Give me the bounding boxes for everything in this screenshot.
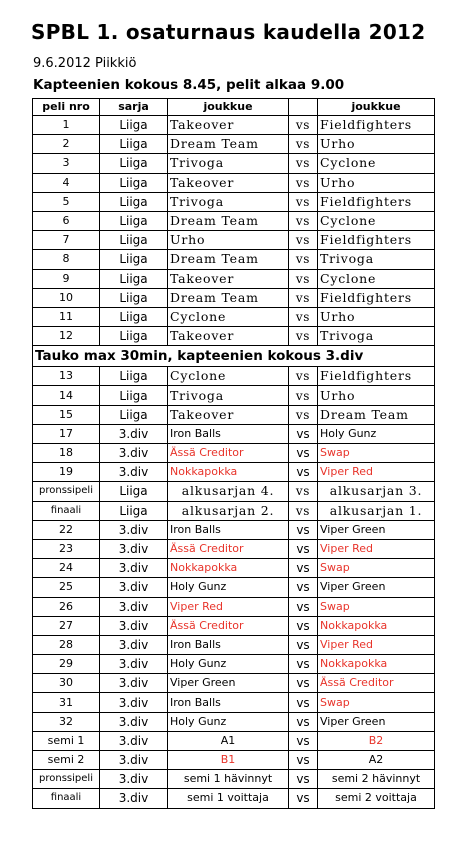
- cell-vs: vs: [289, 501, 318, 520]
- cell-game-no: pronssipeli: [33, 770, 100, 789]
- cell-team1: Iron Balls: [168, 520, 289, 539]
- cell-game-no: 7: [33, 231, 100, 250]
- cell-team2: Swap: [318, 597, 435, 616]
- cell-team2: Viper Green: [318, 712, 435, 731]
- cell-team1: Takeover: [168, 269, 289, 288]
- cell-series: Liiga: [100, 405, 168, 424]
- cell-series: 3.div: [100, 770, 168, 789]
- table-row: [33, 327, 435, 346]
- cell-team2: Viper Red: [318, 463, 435, 482]
- cell-team2: Viper Red: [318, 635, 435, 654]
- cell-vs: vs: [289, 578, 318, 597]
- cell-team2: Fieldfighters: [318, 367, 435, 386]
- cell-team1: Nokkapokka: [168, 463, 289, 482]
- cell-vs: vs: [289, 789, 318, 808]
- cell-team2: semi 2 voittaja: [318, 789, 435, 808]
- cell-game-no: 8: [33, 250, 100, 269]
- cell-team1: A1: [168, 731, 289, 750]
- cell-series: Liiga: [100, 327, 168, 346]
- table-row: [33, 173, 435, 192]
- cell-team2: Urho: [318, 173, 435, 192]
- col-header-team2: joukkue: [318, 99, 435, 116]
- cell-team2: Swap: [318, 693, 435, 712]
- table-header-row: [33, 99, 435, 116]
- cell-team2: Holy Gunz: [318, 424, 435, 443]
- table-row: [33, 578, 435, 597]
- table-row: [33, 597, 435, 616]
- cell-vs: vs: [289, 288, 318, 307]
- cell-vs: vs: [289, 192, 318, 211]
- cell-team1: semi 1 voittaja: [168, 789, 289, 808]
- table-row: [33, 116, 435, 135]
- cell-series: Liiga: [100, 367, 168, 386]
- table-row: [33, 154, 435, 173]
- cell-game-no: 27: [33, 616, 100, 635]
- table-row: [33, 770, 435, 789]
- cell-team1: B1: [168, 751, 289, 770]
- cell-team2: Cyclone: [318, 269, 435, 288]
- cell-series: 3.div: [100, 693, 168, 712]
- cell-vs: vs: [289, 211, 318, 230]
- table-row: [33, 231, 435, 250]
- cell-team2: Nokkapokka: [318, 616, 435, 635]
- cell-team2: alkusarjan 3.: [318, 482, 435, 501]
- cell-series: 3.div: [100, 731, 168, 750]
- table-row: [33, 386, 435, 405]
- cell-series: Liiga: [100, 250, 168, 269]
- cell-game-no: 10: [33, 288, 100, 307]
- table-row: [33, 751, 435, 770]
- cell-vs: vs: [289, 173, 318, 192]
- cell-game-no: 17: [33, 424, 100, 443]
- cell-vs: vs: [289, 444, 318, 463]
- cell-team2: Fieldfighters: [318, 231, 435, 250]
- cell-team2: Nokkapokka: [318, 655, 435, 674]
- cell-team1: Holy Gunz: [168, 712, 289, 731]
- cell-vs: vs: [289, 405, 318, 424]
- cell-game-no: 15: [33, 405, 100, 424]
- cell-team1: Iron Balls: [168, 635, 289, 654]
- table-row: [33, 655, 435, 674]
- cell-vs: vs: [289, 712, 318, 731]
- cell-series: Liiga: [100, 231, 168, 250]
- table-row: [33, 269, 435, 288]
- cell-team1: alkusarjan 2.: [168, 501, 289, 520]
- table-row: [33, 539, 435, 558]
- cell-series: Liiga: [100, 482, 168, 501]
- cell-series: Liiga: [100, 288, 168, 307]
- cell-series: Liiga: [100, 135, 168, 154]
- cell-game-no: 29: [33, 655, 100, 674]
- cell-vs: vs: [289, 731, 318, 750]
- cell-game-no: 22: [33, 520, 100, 539]
- table-row: [33, 559, 435, 578]
- table-row: [33, 712, 435, 731]
- cell-vs: vs: [289, 154, 318, 173]
- cell-series: Liiga: [100, 116, 168, 135]
- cell-team1: Holy Gunz: [168, 655, 289, 674]
- cell-team1: Viper Green: [168, 674, 289, 693]
- cell-team1: Trivoga: [168, 154, 289, 173]
- cell-team2: Ässä Creditor: [318, 674, 435, 693]
- cell-game-no: 11: [33, 307, 100, 326]
- col-header-game-no: peli nro: [33, 99, 100, 116]
- cell-team1: Dream Team: [168, 288, 289, 307]
- table-row: [33, 693, 435, 712]
- cell-vs: vs: [289, 770, 318, 789]
- cell-vs: vs: [289, 116, 318, 135]
- cell-vs: vs: [289, 559, 318, 578]
- cell-game-no: semi 1: [33, 731, 100, 750]
- cell-series: Liiga: [100, 269, 168, 288]
- cell-series: 3.div: [100, 674, 168, 693]
- cell-series: Liiga: [100, 173, 168, 192]
- table-row: [33, 288, 435, 307]
- cell-vs: vs: [289, 327, 318, 346]
- cell-vs: vs: [289, 463, 318, 482]
- cell-team2: Cyclone: [318, 154, 435, 173]
- table-row: [33, 501, 435, 520]
- cell-series: 3.div: [100, 616, 168, 635]
- cell-team1: Ässä Creditor: [168, 539, 289, 558]
- cell-team1: Dream Team: [168, 250, 289, 269]
- cell-game-no: 25: [33, 578, 100, 597]
- cell-game-no: 3: [33, 154, 100, 173]
- cell-team1: Nokkapokka: [168, 559, 289, 578]
- cell-series: 3.div: [100, 751, 168, 770]
- cell-game-no: 4: [33, 173, 100, 192]
- cell-team2: alkusarjan 1.: [318, 501, 435, 520]
- table-row: [33, 307, 435, 326]
- schedule-table: [32, 98, 435, 809]
- table-row: [33, 482, 435, 501]
- cell-vs: vs: [289, 751, 318, 770]
- cell-team2: Urho: [318, 307, 435, 326]
- cell-vs: vs: [289, 269, 318, 288]
- table-row: [33, 520, 435, 539]
- cell-vs: vs: [289, 367, 318, 386]
- cell-team1: Trivoga: [168, 192, 289, 211]
- break-note: Tauko max 30min, kapteenien kokous 3.div: [33, 346, 435, 367]
- cell-team2: Swap: [318, 559, 435, 578]
- cell-game-no: 5: [33, 192, 100, 211]
- cell-series: 3.div: [100, 712, 168, 731]
- cell-game-no: 30: [33, 674, 100, 693]
- cell-vs: vs: [289, 539, 318, 558]
- cell-team1: semi 1 hävinnyt: [168, 770, 289, 789]
- table-row: [33, 635, 435, 654]
- cell-vs: vs: [289, 520, 318, 539]
- cell-game-no: finaali: [33, 789, 100, 808]
- page-title: SPBL 1. osaturnaus kaudella 2012: [31, 20, 426, 44]
- cell-team2: Fieldfighters: [318, 288, 435, 307]
- cell-series: Liiga: [100, 307, 168, 326]
- table-row: [33, 616, 435, 635]
- cell-series: 3.div: [100, 539, 168, 558]
- cell-team2: semi 2 hävinnyt: [318, 770, 435, 789]
- cell-series: 3.div: [100, 424, 168, 443]
- table-row: [33, 444, 435, 463]
- cell-game-no: 31: [33, 693, 100, 712]
- cell-team1: Cyclone: [168, 367, 289, 386]
- cell-vs: vs: [289, 307, 318, 326]
- cell-series: 3.div: [100, 789, 168, 808]
- cell-game-no: 9: [33, 269, 100, 288]
- table-row: [33, 250, 435, 269]
- date-place: 9.6.2012 Piikkiö: [33, 56, 137, 71]
- cell-team1: Dream Team: [168, 135, 289, 154]
- table-row: [33, 463, 435, 482]
- cell-series: 3.div: [100, 578, 168, 597]
- cell-team1: Ässä Creditor: [168, 444, 289, 463]
- cell-game-no: 13: [33, 367, 100, 386]
- table-row: [33, 674, 435, 693]
- cell-game-no: finaali: [33, 501, 100, 520]
- cell-vs: vs: [289, 386, 318, 405]
- cell-vs: vs: [289, 674, 318, 693]
- cell-team1: Holy Gunz: [168, 578, 289, 597]
- cell-series: 3.div: [100, 463, 168, 482]
- break-row: [33, 346, 435, 367]
- table-row: [33, 424, 435, 443]
- cell-game-no: 26: [33, 597, 100, 616]
- cell-team2: Swap: [318, 444, 435, 463]
- cell-series: 3.div: [100, 597, 168, 616]
- cell-vs: vs: [289, 231, 318, 250]
- cell-team2: B2: [318, 731, 435, 750]
- cell-series: Liiga: [100, 211, 168, 230]
- cell-vs: vs: [289, 135, 318, 154]
- cell-team2: Fieldfighters: [318, 116, 435, 135]
- table-row: [33, 135, 435, 154]
- cell-game-no: 14: [33, 386, 100, 405]
- cell-series: 3.div: [100, 520, 168, 539]
- cell-game-no: 23: [33, 539, 100, 558]
- cell-team1: Takeover: [168, 116, 289, 135]
- cell-team1: Takeover: [168, 327, 289, 346]
- cell-team2: Trivoga: [318, 327, 435, 346]
- cell-team1: Cyclone: [168, 307, 289, 326]
- cell-team2: Trivoga: [318, 250, 435, 269]
- col-header-vs: [289, 99, 318, 116]
- cell-team2: Viper Green: [318, 578, 435, 597]
- cell-game-no: 6: [33, 211, 100, 230]
- table-row: [33, 367, 435, 386]
- cell-team1: Iron Balls: [168, 693, 289, 712]
- cell-game-no: 32: [33, 712, 100, 731]
- cell-vs: vs: [289, 424, 318, 443]
- cell-team1: Takeover: [168, 173, 289, 192]
- cell-vs: vs: [289, 693, 318, 712]
- table-row: [33, 192, 435, 211]
- col-header-team1: joukkue: [168, 99, 289, 116]
- cell-vs: vs: [289, 616, 318, 635]
- cell-team2: Dream Team: [318, 405, 435, 424]
- table-row: [33, 731, 435, 750]
- cell-game-no: 12: [33, 327, 100, 346]
- cell-team2: Viper Red: [318, 539, 435, 558]
- cell-team2: Cyclone: [318, 211, 435, 230]
- cell-game-no: semi 2: [33, 751, 100, 770]
- cell-game-no: 1: [33, 116, 100, 135]
- cell-team1: Trivoga: [168, 386, 289, 405]
- cell-vs: vs: [289, 655, 318, 674]
- cell-vs: vs: [289, 482, 318, 501]
- captains-meeting-note: Kapteenien kokous 8.45, pelit alkaa 9.00: [33, 77, 345, 93]
- cell-team1: Urho: [168, 231, 289, 250]
- cell-game-no: 2: [33, 135, 100, 154]
- cell-game-no: pronssipeli: [33, 482, 100, 501]
- cell-team2: A2: [318, 751, 435, 770]
- table-row: [33, 405, 435, 424]
- cell-series: Liiga: [100, 154, 168, 173]
- table-row: [33, 789, 435, 808]
- cell-team1: Dream Team: [168, 211, 289, 230]
- cell-team1: Takeover: [168, 405, 289, 424]
- cell-team1: Ässä Creditor: [168, 616, 289, 635]
- cell-team1: Iron Balls: [168, 424, 289, 443]
- cell-game-no: 18: [33, 444, 100, 463]
- cell-series: 3.div: [100, 655, 168, 674]
- cell-team2: Fieldfighters: [318, 192, 435, 211]
- cell-vs: vs: [289, 635, 318, 654]
- cell-team1: alkusarjan 4.: [168, 482, 289, 501]
- cell-vs: vs: [289, 250, 318, 269]
- cell-game-no: 28: [33, 635, 100, 654]
- cell-game-no: 19: [33, 463, 100, 482]
- col-header-series: sarja: [100, 99, 168, 116]
- cell-team1: Viper Red: [168, 597, 289, 616]
- cell-series: Liiga: [100, 501, 168, 520]
- cell-series: 3.div: [100, 559, 168, 578]
- cell-team2: Viper Green: [318, 520, 435, 539]
- cell-series: Liiga: [100, 386, 168, 405]
- cell-series: 3.div: [100, 444, 168, 463]
- cell-game-no: 24: [33, 559, 100, 578]
- cell-series: Liiga: [100, 192, 168, 211]
- cell-team2: Urho: [318, 135, 435, 154]
- cell-vs: vs: [289, 597, 318, 616]
- cell-team2: Urho: [318, 386, 435, 405]
- table-row: [33, 211, 435, 230]
- cell-series: 3.div: [100, 635, 168, 654]
